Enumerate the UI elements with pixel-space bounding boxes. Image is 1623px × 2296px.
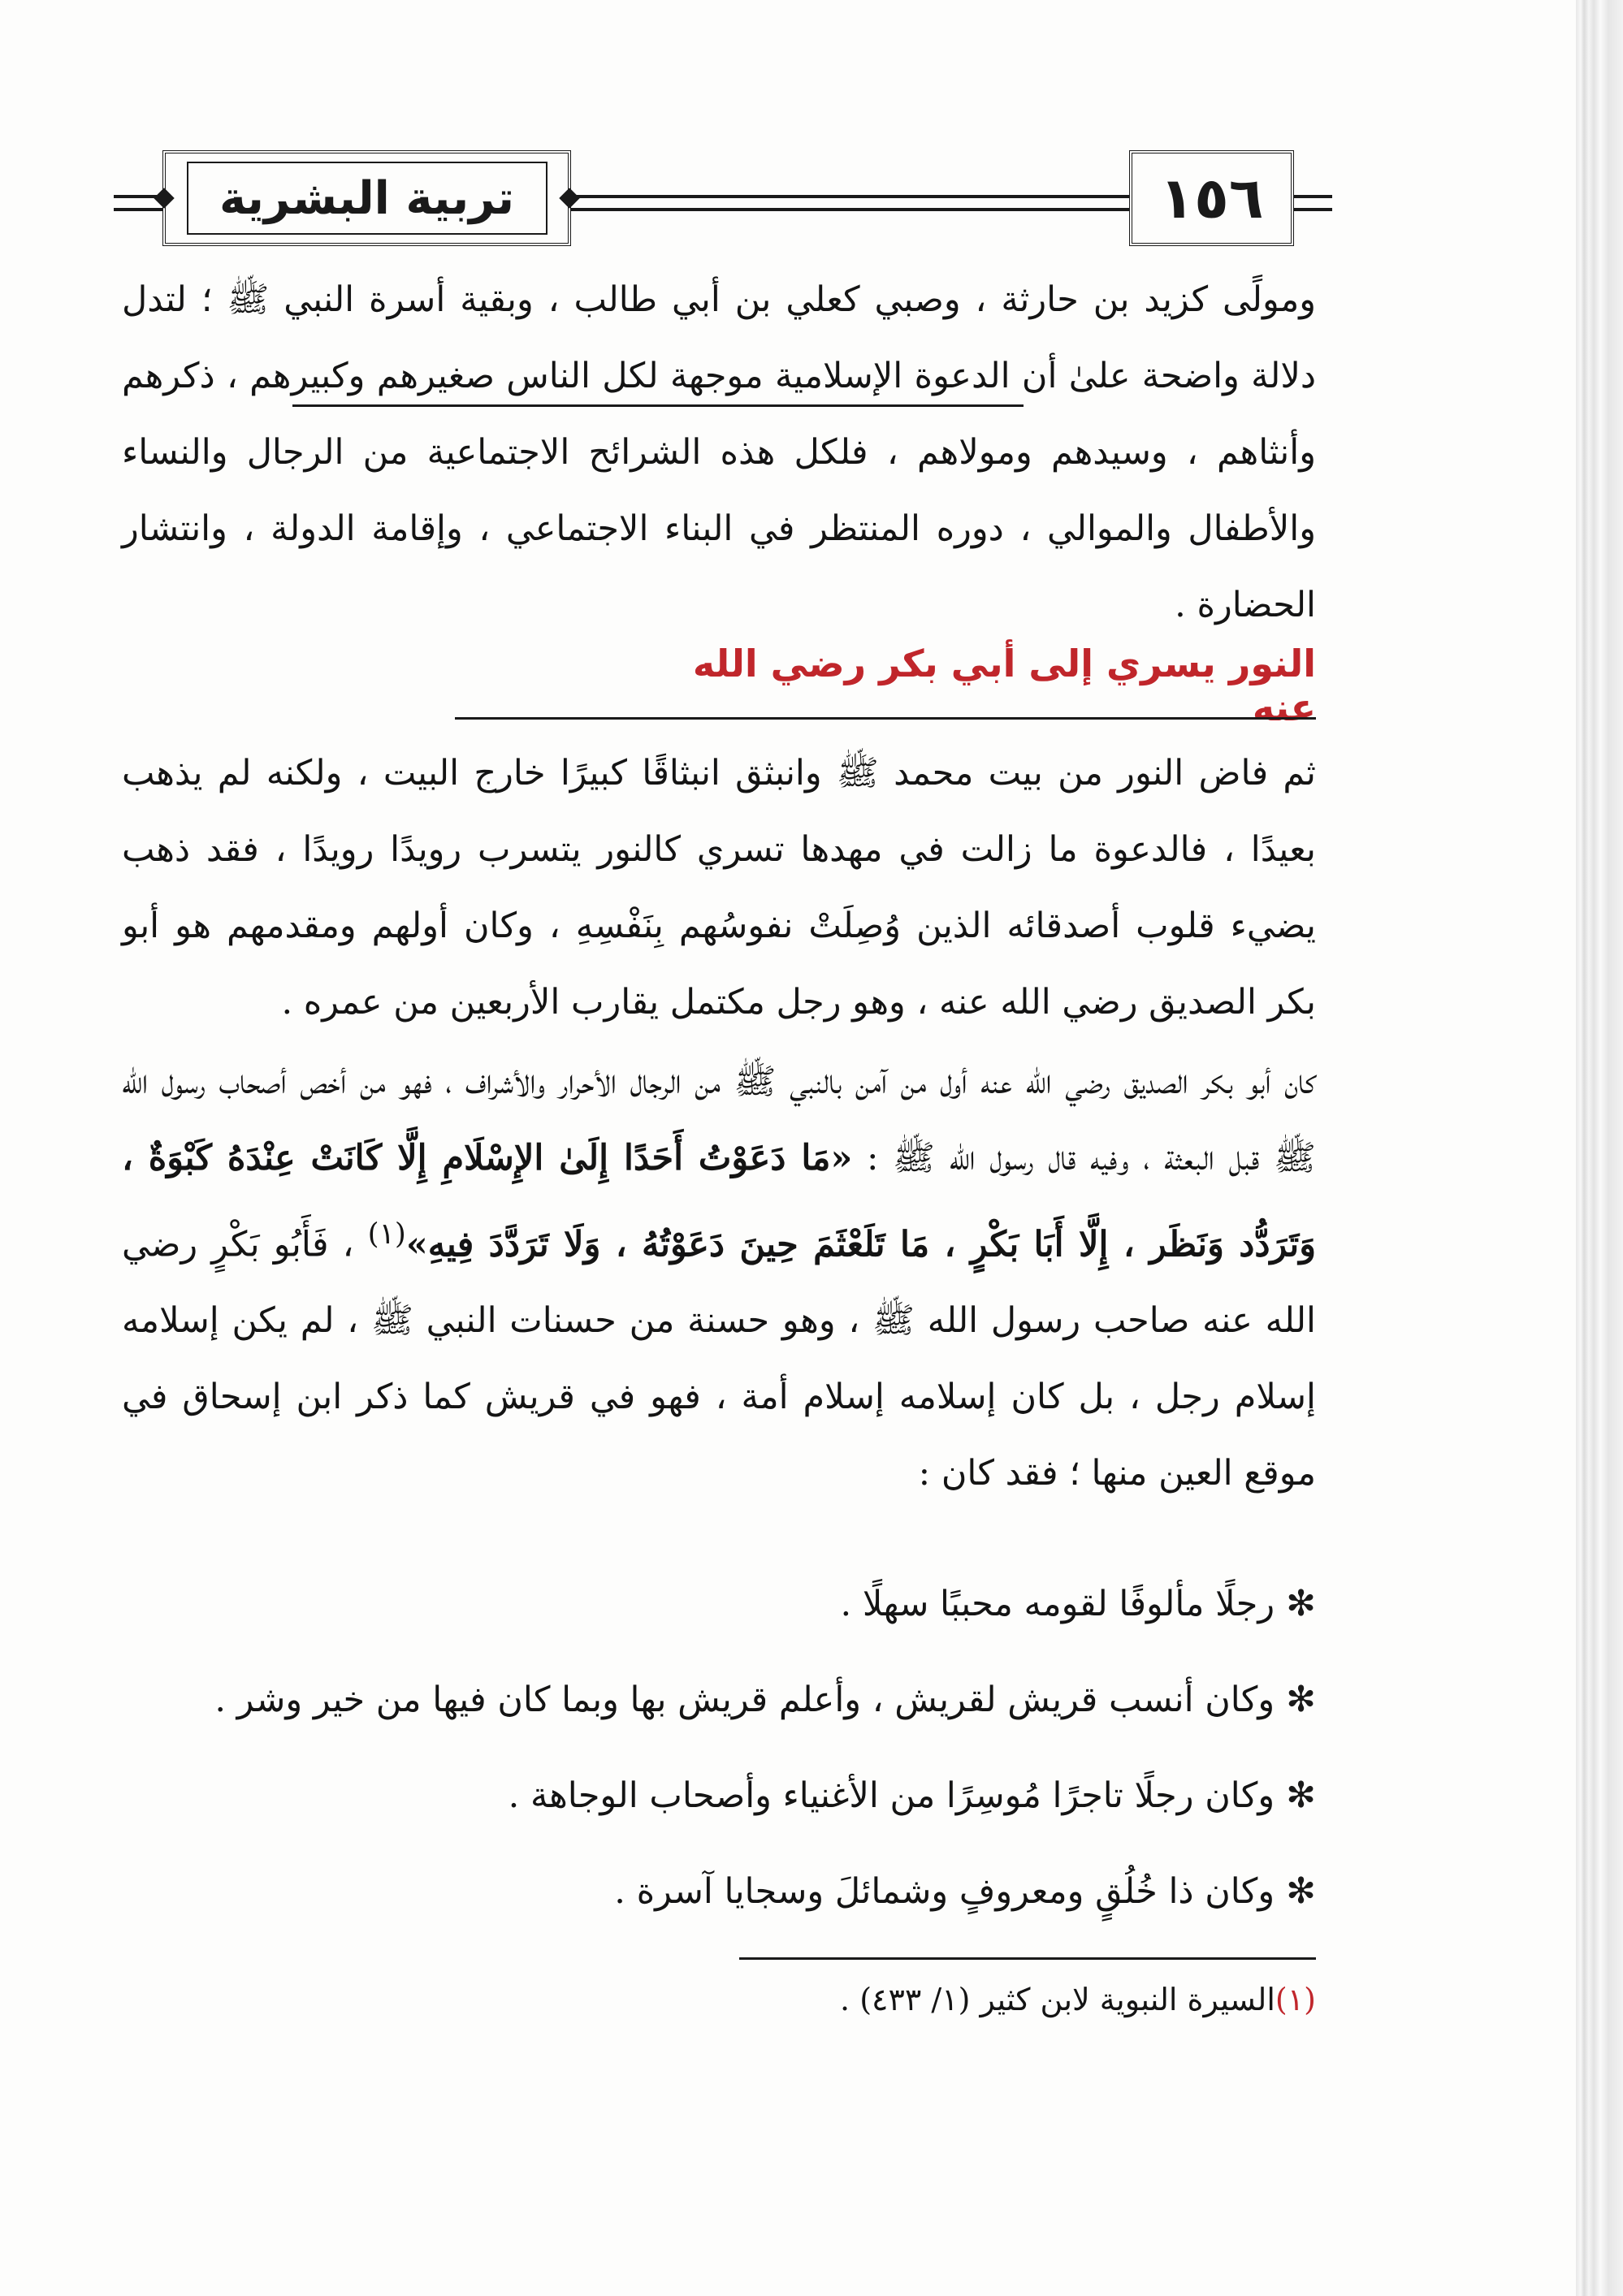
book-title: تربية البشرية (219, 171, 515, 225)
asterisk-bullet-icon: ✻ (1286, 1870, 1316, 1912)
list-item (122, 1859, 1316, 1955)
paragraph-2-text: ثم فاض النور من بيت محمد ﷺ وانبثق انبثاقًا كبيرًا خارج البيت ، ولكنه لم يذهب بعيدًا ، فالدعوة ما زالت في مهدها تسري كالنور يتسرب رويدًا رويدًا ، فقد ذهب يضيء قلوب أصدقائه الذين وُصِلَتْ نفوسُهم بِنَفْسِهِ ، وكان أولهم ومقدمهم هو أبو بكر الصديق رضي الله عنه ، وهو رجل مكتمل يقارب الأربعين من عمره . (122, 753, 1316, 1023)
asterisk-bullet-icon: ✻ (1286, 1679, 1316, 1720)
footnote-separator (739, 1957, 1316, 1960)
paragraph-3 (122, 1044, 1316, 1511)
text-underline (292, 404, 1024, 407)
page-edges (1576, 0, 1623, 2296)
list-item (122, 1572, 1316, 1667)
book-title-frame (162, 150, 571, 246)
bullet-list (122, 1572, 1316, 1955)
header-rule-middle (565, 195, 1129, 211)
asterisk-bullet-icon: ✻ (1286, 1583, 1316, 1624)
paragraph-3-text (122, 1044, 1316, 1511)
list-item-text: رجلًا مألوفًا لقومه محببًا سهلًا . (840, 1584, 1275, 1624)
asterisk-bullet-icon: ✻ (1286, 1775, 1316, 1816)
paragraph-3-intro: كان أبو بكر الصديق رضي الله عنه أول من آمن بالنبي ﷺ من الرجال الأحرار والأشراف ، فهو من أخص أصحاب رسول الله ﷺ قبل البعثة ، وفيه قال رسول الله ﷺ : (122, 1062, 1316, 1178)
section-heading-rule (455, 717, 1316, 720)
list-item-text: وكان رجلًا تاجرًا مُوسِرًا من الأغنياء وأصحاب الوجاهة . (508, 1775, 1275, 1816)
section-heading: النور يسري إلى أبي بكر رضي الله عنه (692, 642, 1316, 729)
list-item (122, 1667, 1316, 1763)
book-title-inner-frame (187, 162, 547, 235)
page-number-frame (1129, 150, 1294, 246)
list-item (122, 1763, 1316, 1859)
footnote-reference: (١) (367, 1217, 406, 1251)
list-item-text: وكان ذا خُلُقٍ ومعروفٍ وشمائلَ وسجايا آسرة . (614, 1871, 1275, 1912)
header-rule-right (1288, 195, 1332, 211)
page-header (114, 146, 1332, 252)
hadith-quote: «مَا دَعَوْتُ أَحَدًا إِلَىٰ الإِسْلَامِ إِلَّا كَانَتْ عِنْدَهُ كَبْوَةٌ ، وَتَرَدُّد وَنَظَر ، إِلَّا أَبَا بَكْرٍ ، مَا تَلَعْثَمَ حِينَ دَعَوْتُهُ ، وَلَا تَرَدَّدَ فِيهِ» (122, 1138, 1316, 1265)
footnote-mark: (١) (1275, 1982, 1316, 2017)
list-item-text: وكان أنسب قريش لقريش ، وأعلم قريش بها وبما كان فيها من خير وشر . (214, 1680, 1275, 1720)
page-number: ١٥٦ (1159, 165, 1264, 231)
paragraph-2 (122, 735, 1316, 1040)
paragraph-3-continuation: ، فَأَبُو بَكْرٍ رضي الله عنه صاحب رسول الله ﷺ ، وهو حسنة من حسنات النبي ﷺ ، لم يكن إسلامه إسلام رجل ، بل كان إسلامه إسلام أمة ، فهو في قريش كما ذكر ابن إسحاق في موقع العين منها ؛ فقد كان : (122, 1224, 1316, 1494)
paragraph-1-text: ومولًى كزيد بن حارثة ، وصبي كعلي بن أبي طالب ، وبقية أسرة النبي ﷺ ؛ لتدل دلالة واضحة علىٰ أن الدعوة الإسلامية موجهة لكل الناس صغيرهم وكبيرهم ، ذكرهم وأنثاهم ، وسيدهم ومولاهم ، فلكل هذه الشرائح الاجتماعية من الرجال والنساء والأطفال والموالي ، دوره المنتظر في البناء الاجتماعي ، وإقامة الدولة ، وانتشار الحضارة . (122, 279, 1316, 625)
paragraph-1 (122, 262, 1316, 643)
footnote (122, 1982, 1316, 2017)
footnote-text: السيرة النبوية لابن كثير (١/ ٤٣٣) . (840, 1982, 1275, 2017)
